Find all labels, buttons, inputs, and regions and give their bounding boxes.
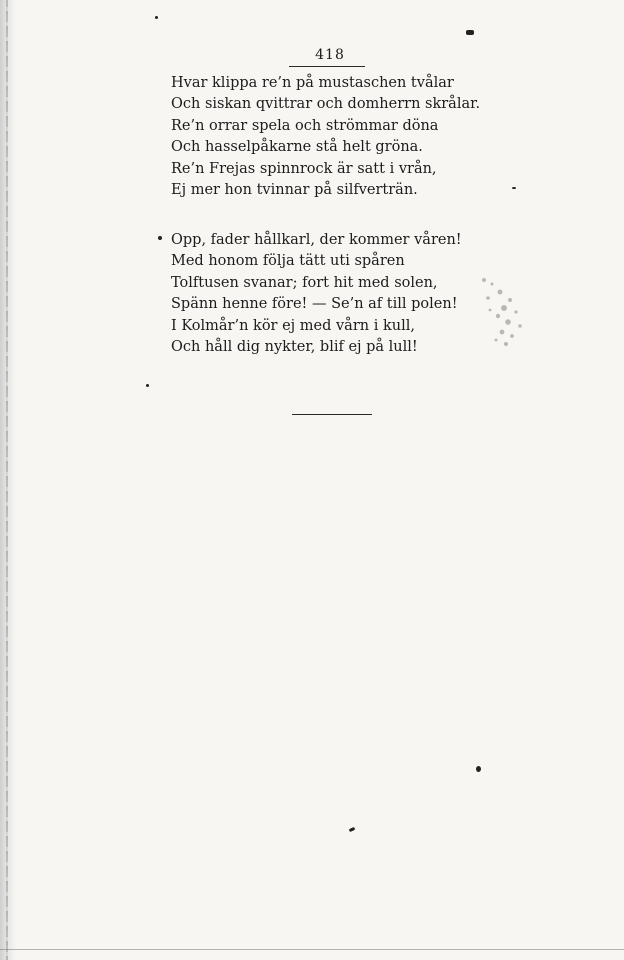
page-binding-edge: [0, 0, 16, 960]
poem-line: Spänn henne före! — Se’n af till polen!: [171, 296, 458, 313]
poem-line: Tolftusen svanar; fort hit med solen,: [171, 274, 438, 291]
poem-line: Och siskan qvittrar och domherrn skrålar.: [171, 96, 481, 113]
paper-speck: [512, 187, 516, 189]
page-number-rule: [289, 66, 365, 67]
poem-line: Re’n orrar spela och strömmar döna: [171, 117, 439, 134]
poem-line: Hvar klippa re’n på mustaschen tvålar: [171, 75, 454, 91]
poem-line: Ej mer hon tvinnar på silfverträn.: [171, 182, 418, 199]
paper-stain-mark: [470, 270, 532, 352]
poem-line: Och hasselpåkarne stå helt gröna.: [171, 139, 423, 156]
paper-speck: [466, 30, 474, 35]
page-number: 418: [315, 47, 345, 63]
paper-speck: [158, 236, 162, 240]
end-ornament-rule: [292, 414, 372, 415]
poem-stanza-1: [171, 73, 480, 201]
paper-speck: [155, 16, 158, 19]
poem-line: I Kolmår’n kör ej med vårn i kull,: [171, 317, 415, 334]
poem-line: Och håll dig nykter, blif ej på lull!: [171, 339, 418, 356]
poem-line: Re’n Frejas spinnrock är satt i vrån,: [171, 160, 437, 177]
binding-stitch-line: [6, 0, 8, 960]
paper-speck: [476, 766, 481, 772]
poem-line: Med honom följa tätt uti spåren: [171, 253, 405, 270]
poem-stanza-2: [171, 230, 462, 358]
page-bottom-edge: [0, 949, 624, 950]
paper-speck: [349, 827, 356, 832]
poem-line: Opp, fader hållkarl, der kommer våren!: [171, 232, 462, 248]
paper-speck: [146, 384, 149, 387]
